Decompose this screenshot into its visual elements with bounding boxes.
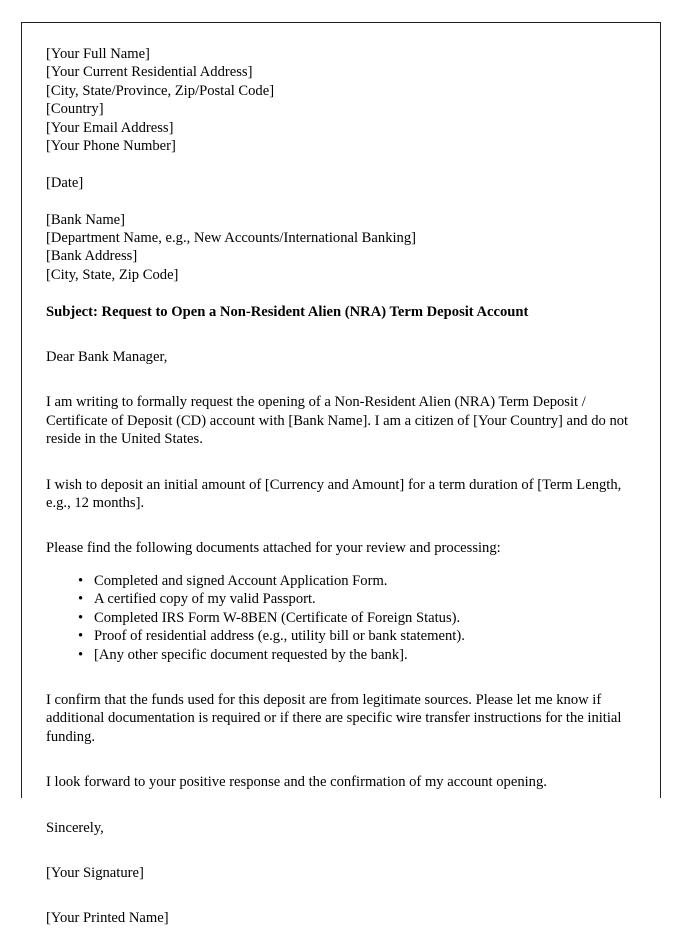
printed-name-placeholder: [Your Printed Name] (46, 910, 169, 927)
paragraph-request: I am writing to formally request the opening of a Non-Resident Alien (NRA) Term Deposit / Certificate of Deposit (CD) account with [Bank Name]. I am a citizen of [Your Country] and do not reside in the United States. (46, 394, 629, 448)
sender-street: [Your Current Residential Address] (46, 64, 253, 81)
letter-date: [Date] (46, 174, 84, 191)
attachments-list (46, 572, 638, 664)
signature-placeholder: [Your Signature] (46, 864, 144, 881)
paragraph-attachments-intro: Please find the following documents attached for your review and processing: (46, 540, 501, 557)
recipient-city-state-zip: [City, State, Zip Code] (46, 266, 179, 283)
sender-address-block (46, 45, 638, 155)
paragraph-funds-confirmation: I confirm that the funds used for this deposit are from legitimate sources. Please let me know if additional documentation is required or if there are specific wire transfer instructions for the initial funding. (46, 691, 622, 745)
salutation: Dear Bank Manager, (46, 349, 168, 366)
document-page (21, 22, 661, 927)
paragraph-closing-remark: I look forward to your positive response and the confirmation of my account opening. (46, 774, 547, 791)
sender-email: [Your Email Address] (46, 119, 174, 136)
paragraph-deposit-amount: I wish to deposit an initial amount of [Currency and Amount] for a term duration of [Term Length, e.g., 12 months]. (46, 476, 622, 512)
subject-line: Subject: Request to Open a Non-Resident Alien (NRA) Term Deposit Account (46, 303, 529, 320)
sender-phone: [Your Phone Number] (46, 138, 176, 155)
sender-country: [Country] (46, 101, 104, 118)
list-item: • A certified copy of my valid Passport. (46, 590, 638, 608)
sender-city-state-zip: [City, State/Province, Zip/Postal Code] (46, 82, 275, 99)
recipient-street: [Bank Address] (46, 248, 138, 265)
list-item: • [Any other specific document requested by the bank]. (46, 646, 638, 664)
list-item: • Completed IRS Form W-8BEN (Certificate of Foreign Status). (46, 609, 638, 627)
recipient-department: [Department Name, e.g., New Accounts/International Banking] (46, 230, 416, 247)
recipient-bank-name: [Bank Name] (46, 211, 126, 228)
list-item: • Proof of residential address (e.g., utility bill or bank statement). (46, 627, 638, 645)
sender-name: [Your Full Name] (46, 46, 150, 62)
letter-body (46, 45, 638, 928)
closing-salutation: Sincerely, (46, 819, 104, 836)
list-item: • Completed and signed Account Application Form. (46, 572, 638, 590)
recipient-address-block (46, 211, 638, 285)
date-block (46, 174, 638, 192)
